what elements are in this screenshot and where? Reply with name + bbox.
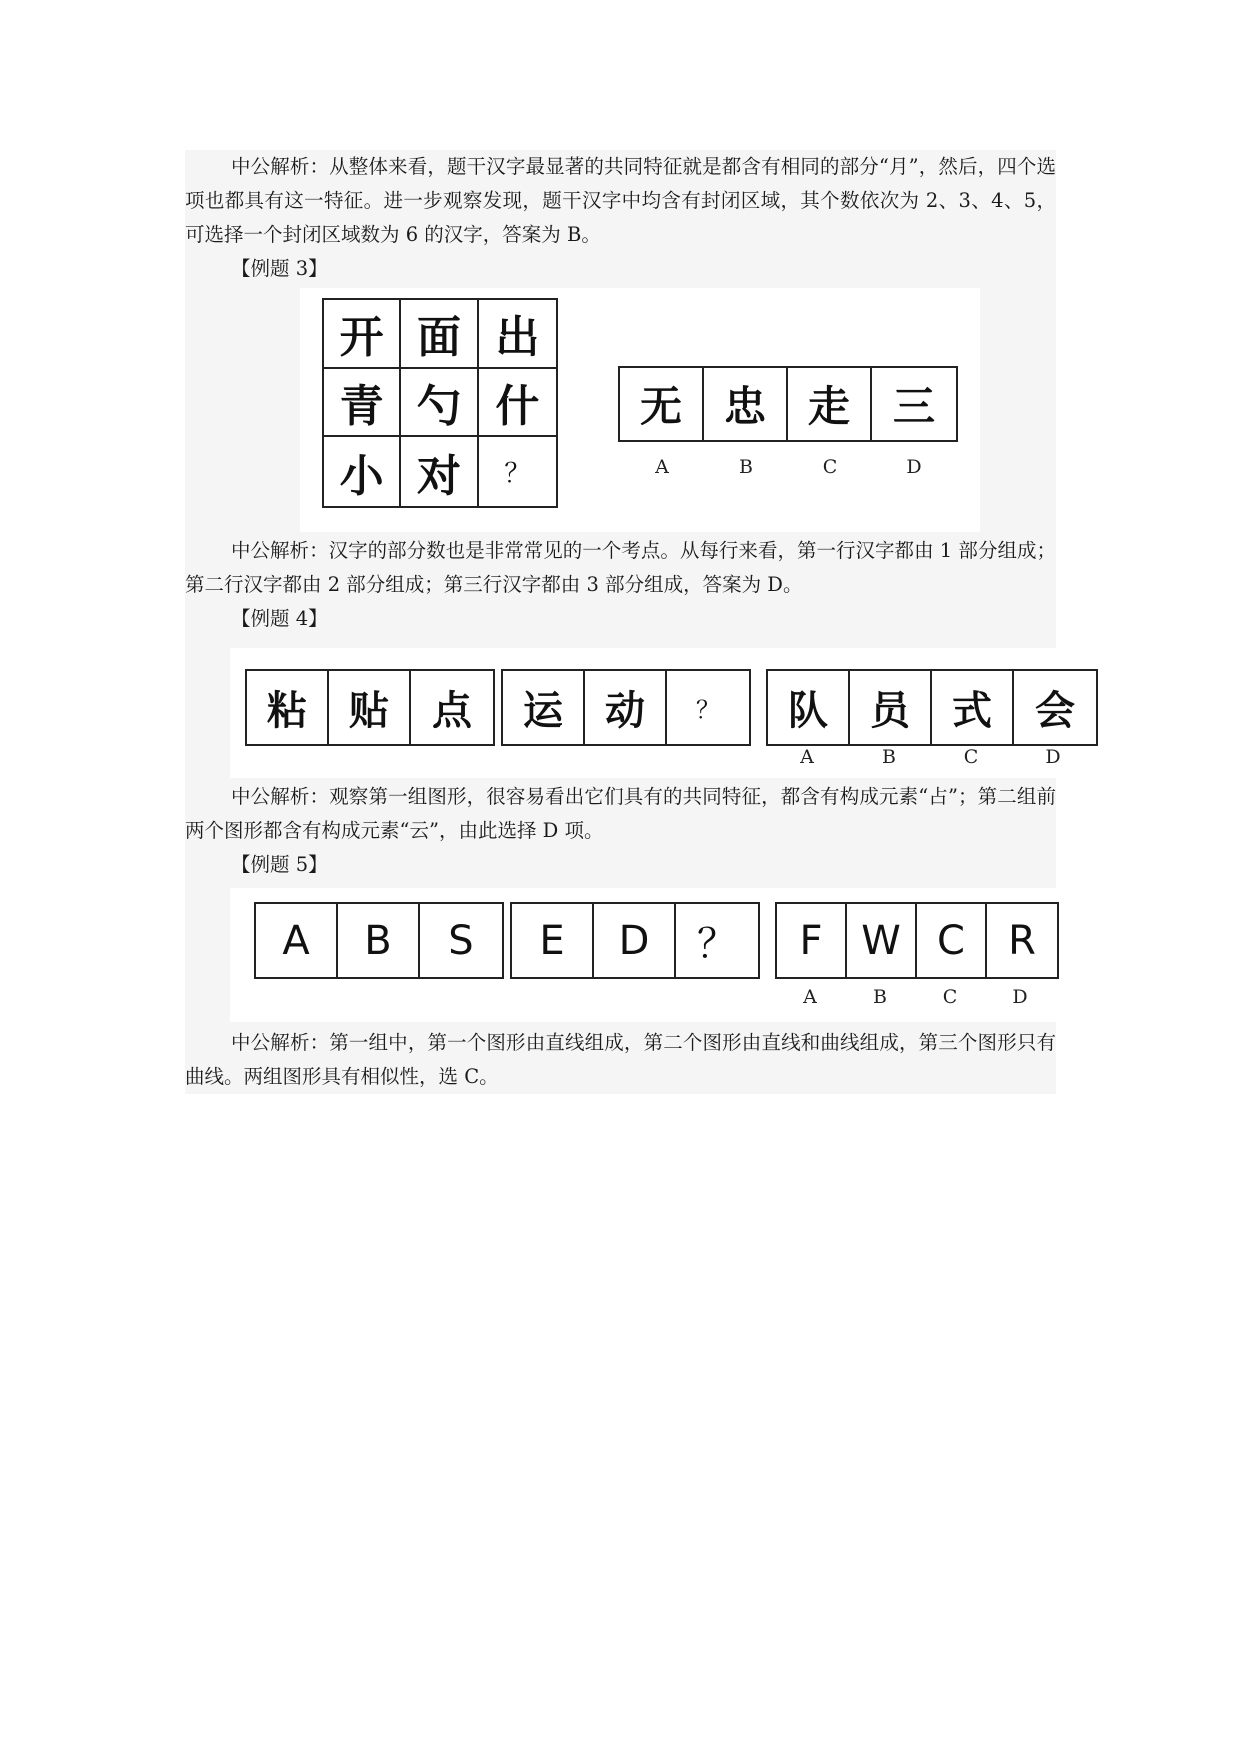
example-5-group-2 — [510, 902, 760, 979]
analysis-paragraph-5: 中公解析：第一组中，第一个图形由直线组成，第二个图形由直线和曲线组成，第三个图形只有曲线。两组图形具有相似性，选 C。 — [185, 1031, 1056, 1088]
option-cell: F — [777, 904, 847, 977]
example-5-group-1 — [254, 902, 504, 979]
figure-cell-question: ？ — [697, 921, 737, 967]
option-cell: C — [917, 904, 987, 977]
option-label: C — [963, 746, 979, 768]
figure-cell: 动 — [585, 671, 667, 744]
option-label: B — [873, 986, 887, 1008]
option-cell: 队 — [768, 671, 850, 744]
option-label: D — [1012, 986, 1028, 1008]
option-cell: 走 — [788, 368, 872, 440]
option-cell: R — [1008, 917, 1036, 964]
example-4-options — [766, 669, 1098, 746]
example-5-option-labels — [775, 986, 1055, 1008]
analysis-paragraph-4: 中公解析：观察第一组图形，很容易看出它们具有的共同特征，都含有构成元素“占”；第二组前两个图形都含有构成元素“云”，由此选择 D 项。 — [185, 785, 1056, 842]
grid-cell-question: ？ — [504, 459, 531, 490]
figure-cell: 粘 — [247, 671, 329, 744]
figure-cell: 运 — [503, 671, 585, 744]
example-4-group-1 — [245, 669, 495, 746]
example-4-option-labels — [766, 746, 1094, 768]
example-3-label: 【例题 3】 — [231, 257, 328, 280]
analysis-paragraph-3: 中公解析：汉字的部分数也是非常常见的一个考点。从每行来看，第一行汉字都由 1 部分组成；第二行汉字都由 2 部分组成；第三行汉字都由 3 部分组成，答案为 D。 — [185, 539, 1056, 596]
analysis-paragraph-2: 中公解析：从整体来看，题干汉字最显著的共同特征就是都含有相同的部分“月”，然后，四个选项也都具有这一特征。进一步观察发现，题干汉字中均含有封闭区域，其个数依次为 2、3、4、5，可选择一个封闭区域数为 6 的汉字，答案为 B。 — [185, 155, 1056, 246]
example-3-figure — [185, 286, 1056, 534]
option-label: A — [803, 986, 817, 1008]
figure-cell: D — [594, 904, 676, 977]
figure-cell: 贴 — [329, 671, 411, 744]
option-label: A — [800, 746, 814, 768]
example-5-options — [775, 902, 1059, 979]
grid-cell: 对 — [401, 437, 478, 506]
option-cell: W — [847, 904, 917, 977]
example-3-option-labels — [620, 456, 956, 478]
figure-cell: B — [338, 904, 420, 977]
document-content — [185, 150, 1075, 1094]
example-4-label: 【例题 4】 — [231, 607, 328, 630]
option-cell: 无 — [620, 368, 704, 440]
option-cell: 忠 — [704, 368, 788, 440]
option-cell: 式 — [932, 671, 1014, 744]
option-label: B — [882, 746, 896, 768]
figure-cell: A — [256, 904, 338, 977]
figure-cell: S — [448, 917, 474, 964]
option-label: D — [1045, 746, 1061, 768]
option-cell: 会 — [1035, 688, 1075, 734]
figure-cell-question: ？ — [696, 696, 720, 724]
grid-cell: 出 — [479, 300, 556, 369]
option-label: A — [655, 456, 669, 478]
example-5-label: 【例题 5】 — [231, 853, 328, 876]
option-label: C — [942, 986, 958, 1008]
grid-cell: 青 — [324, 369, 401, 438]
example-3-options — [618, 366, 958, 442]
grid-cell: 小 — [324, 437, 401, 506]
option-label: B — [739, 456, 753, 478]
grid-cell: 什 — [479, 369, 556, 438]
figure-cell: 点 — [432, 688, 472, 734]
option-cell: 三 — [892, 382, 935, 431]
figure-cell: E — [512, 904, 594, 977]
option-cell: 员 — [850, 671, 932, 744]
example-3-grid — [322, 298, 558, 508]
option-label: D — [906, 456, 922, 478]
example-5-figure — [185, 882, 1056, 1026]
grid-cell: 开 — [324, 300, 401, 369]
grid-cell: 面 — [401, 300, 478, 369]
grid-cell: 勺 — [401, 369, 478, 438]
option-label: C — [822, 456, 838, 478]
example-4-group-2 — [501, 669, 751, 746]
example-4-figure — [185, 636, 1075, 780]
